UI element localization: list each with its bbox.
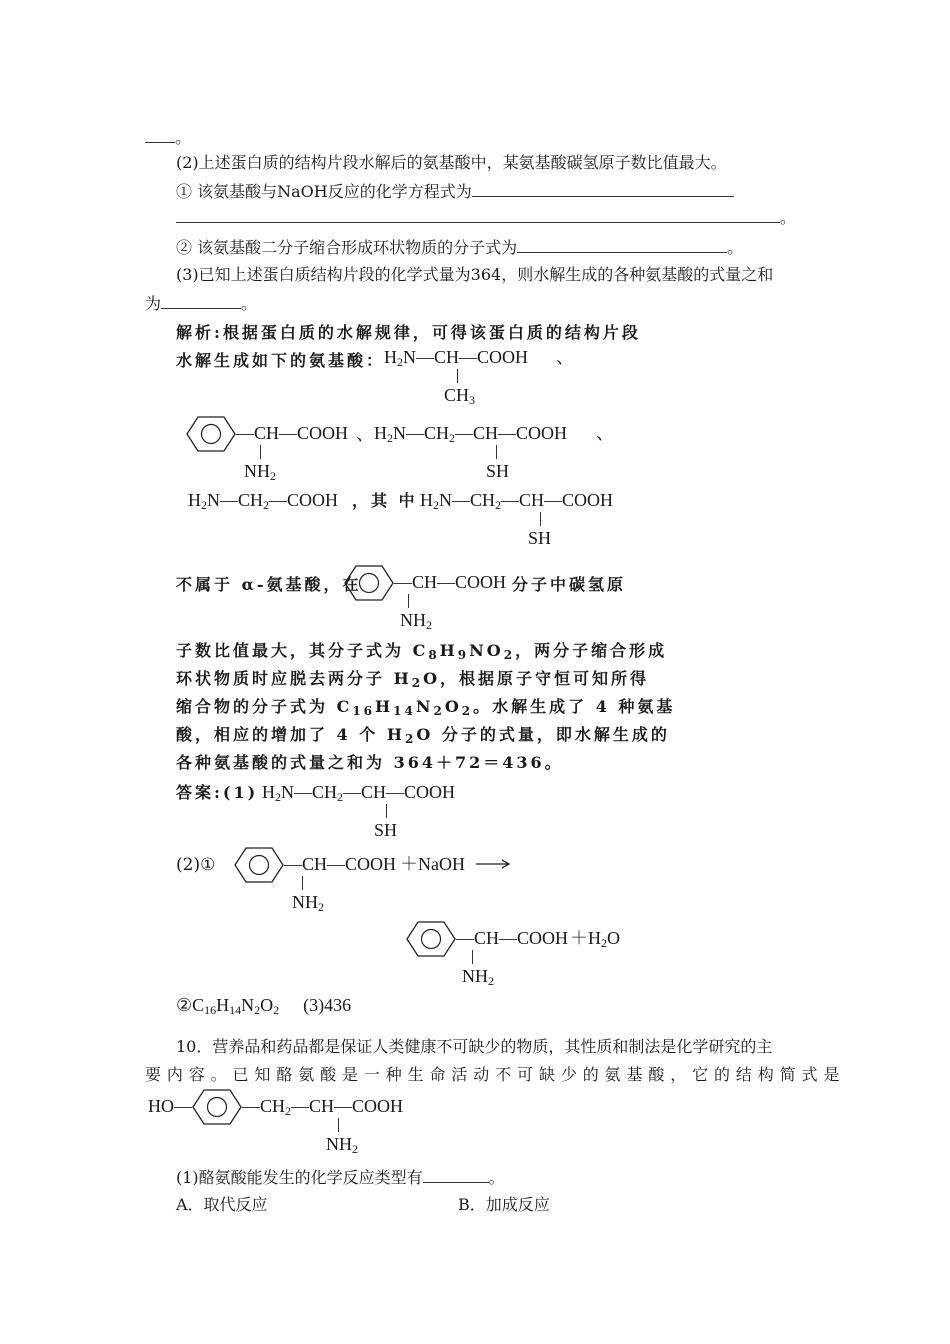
amino-group: $NH_2$ [462, 966, 494, 988]
beta-amino-acid-structure [374, 423, 634, 483]
bond-line [338, 1118, 339, 1132]
separator-comma: 、 [356, 424, 374, 445]
amino-group: $NH_2$ [400, 610, 432, 632]
beta-amino-acid-backbone: $H_2N—CH_2—CH—COOH$ [262, 782, 456, 804]
analysis-line-sum: 各种氨基酸的式量之和为 364＋72＝436。 [176, 753, 564, 772]
phenylglycine-backbone: —CH—COOH [236, 423, 349, 443]
methyl-group: $CH_3$ [444, 385, 476, 407]
q9-part2-sub2-text: ② 该氨基酸二分子缩合形成环状物质的分子式为 [176, 238, 518, 257]
water-product: $+H_2O$ [570, 928, 620, 950]
analysis-not-alpha: 不属于 α-氨基酸，在 [176, 575, 362, 594]
benzene-ring-icon [344, 564, 394, 604]
phenylglycine-structure [186, 415, 366, 483]
answer-blank[interactable] [161, 292, 241, 309]
phenylglycine-structure-inline [344, 564, 514, 632]
benzene-ring-icon [234, 846, 284, 886]
analysis-line-2: 水解生成如下的氨基酸： [176, 351, 386, 370]
beta-amino-acid-backbone: $H_2N—CH_2—CH—COOH$ [374, 423, 568, 445]
amino-group: $NH_2$ [326, 1134, 358, 1156]
blank-line-top [145, 126, 191, 149]
analysis-line-ring: 环状物质时应脱去两分子 $H_2O$，根据原子守恒可知所得 [176, 669, 650, 690]
analysis-line-1 [176, 322, 641, 344]
answer-line-1: 答案:(1) [176, 783, 259, 802]
bond-line [260, 445, 261, 459]
alanine-backbone: $H_2N—CH—COOH$ [384, 347, 529, 369]
q9-part2-sub1 [176, 180, 734, 203]
phenylglycine-backbone: —CH—COOH [394, 572, 507, 592]
analysis-line-formula: 子数比值最大，其分子式为 $C_8H_9NO_2$，两分子缩合形成 [176, 641, 668, 662]
q9-part2-sub1-text: ① 该氨基酸与NaOH反应的化学方程式为 [176, 182, 472, 201]
q10-line-1: 10．营养品和药品都是保证人类健康不可缺少的物质，其性质和制法是化学研究的主 [176, 1037, 773, 1056]
analysis-not-alpha-tail: 分子中碳氢原 [512, 575, 627, 594]
reaction-arrow-icon [476, 858, 512, 870]
analysis-text: :根据蛋白质的水解规律，可得该蛋白质的结构片段 [214, 323, 641, 342]
period-text: 。 [175, 128, 192, 147]
phenylglycine-backbone: —CH—COOH [284, 854, 397, 874]
q9-part2-sub2 [176, 236, 743, 259]
separator-comma: 、 [556, 347, 574, 367]
answer-beta-structure [262, 782, 492, 842]
period-text: 。 [780, 208, 797, 227]
bond-line [472, 950, 473, 964]
answer-part2-label: (2)① [176, 855, 216, 875]
q10-option-a[interactable]: A．取代反应 [176, 1195, 268, 1214]
q10-part1-text: (1)酪氨酸能发生的化学反应类型有 [176, 1168, 423, 1187]
q9-part3: (3)已知上述蛋白质结构片段的化学式量为364，则水解生成的各种氨基酸的式量之和 [176, 265, 774, 284]
reaction-naoh [400, 854, 530, 878]
phenylglycine-backbone: —CH—COOH [456, 928, 569, 948]
q10-part1 [176, 1166, 505, 1189]
tyrosine-backbone: $—CH_2—CH—COOH$ [242, 1096, 404, 1118]
benzene-ring-icon [192, 1088, 242, 1128]
amino-group: $NH_2$ [292, 892, 324, 914]
answer-blank[interactable] [145, 126, 175, 143]
benzene-ring-icon [406, 920, 456, 960]
hydroxyl-group: HO— [148, 1096, 192, 1116]
bond-line [540, 512, 541, 526]
answer-part2-2: $②C_{16}H_{14}N_2O_2$ (3)436 [176, 995, 352, 1017]
analysis-line-water: 酸，相应的增加了 4 个 $H_2O$ 分子的式量，即水解生成的 [176, 725, 670, 746]
bond-line [302, 876, 303, 890]
answer-label: 答案 [176, 783, 215, 802]
answer-blank[interactable] [176, 206, 780, 223]
glycine-structure [188, 490, 368, 514]
q10-line-2: 要 内 容 。 已 知 酪 氨 酸 是 一 种 生 命 活 动 不 可 缺 少 的 氨 基 酸 ， 它 的 结 构 简 式 是 [145, 1065, 840, 1084]
period-text: 。 [241, 294, 258, 313]
tyrosine-structure [148, 1088, 448, 1156]
analysis-line-condensate: 缩合物的分子式为 $C_{16}H_{14}N_2O_2$。水解生成了 4 种氨基 [176, 697, 676, 718]
thiol-group: SH [374, 820, 398, 840]
beta-amino-acid-backbone: $H_2N—CH_2—CH—COOH$ [420, 490, 614, 512]
answer-blank[interactable] [472, 180, 734, 197]
q9-part3-cont [145, 292, 257, 315]
bond-line [457, 369, 458, 383]
amino-group: $NH_2$ [244, 461, 276, 483]
answer-phenylglycine-product [406, 920, 646, 988]
q10-option-b[interactable]: B．加成反应 [458, 1195, 550, 1214]
bond-line [408, 594, 409, 608]
thiol-group: SH [486, 461, 510, 481]
naoh-reagent: ＋NaOH [400, 854, 465, 874]
period-text: 。 [727, 238, 744, 257]
bond-line [386, 804, 387, 818]
alanine-structure [384, 347, 584, 407]
separator-comma: 、 [596, 423, 614, 443]
beta-amino-acid-structure-2 [420, 490, 640, 550]
thiol-group: SH [528, 528, 552, 548]
answer-blank[interactable] [517, 236, 727, 253]
analysis-qizhong: ，其 中 [352, 491, 418, 510]
glycine-backbone: $H_2N—CH_2—COOH$ [188, 490, 339, 512]
q9-part2-sub1-cont [176, 206, 796, 229]
bond-line [496, 445, 497, 459]
q9-part2-intro: (2)上述蛋白质的结构片段水解后的氨基酸中，某氨基酸碳氢原子数比值最大。 [176, 153, 727, 172]
benzene-ring-icon [186, 415, 236, 455]
q9-part3-for: 为 [145, 294, 162, 313]
answer-blank[interactable] [423, 1166, 489, 1183]
analysis-label: 解析 [176, 323, 215, 342]
period-text: 。 [488, 1168, 505, 1187]
